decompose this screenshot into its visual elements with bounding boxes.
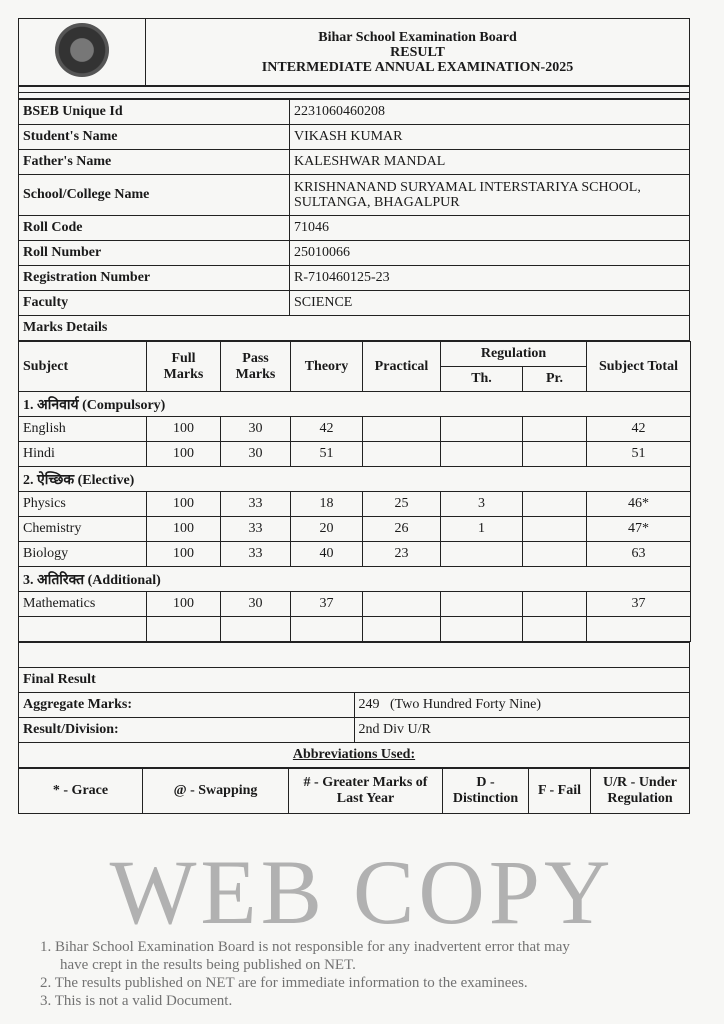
empty-cell [221, 617, 291, 642]
cell-pass: 33 [221, 492, 291, 517]
board-name: Bihar School Examination Board [318, 29, 517, 45]
disclaimer-line: have crept in the results being published on NET. [60, 957, 356, 973]
abbr-greater-marks: # - Greater Marks of Last Year [289, 769, 443, 814]
abbr-grace: * - Grace [19, 769, 143, 814]
cell-full: 100 [147, 592, 221, 617]
cell-total: 63 [587, 542, 691, 567]
info-value: 25010066 [290, 241, 690, 266]
info-label: Roll Number [19, 241, 290, 266]
cell-reg-pr [523, 542, 587, 567]
cell-pass: 33 [221, 517, 291, 542]
disclaimer-line: 3. This is not a valid Document. [40, 993, 233, 1009]
info-value: 71046 [290, 216, 690, 241]
abbreviations-heading: Abbreviations Used: [19, 743, 690, 768]
empty-cell [587, 617, 691, 642]
result-division-label: Result/Division: [19, 718, 355, 743]
info-row [19, 241, 690, 266]
cell-pass: 30 [221, 442, 291, 467]
cell-full: 100 [147, 517, 221, 542]
col-practical: Practical [363, 342, 441, 392]
col-reg-pr: Pr. [523, 367, 587, 392]
cell-reg-th [441, 442, 523, 467]
header-table [18, 18, 690, 86]
info-row [19, 125, 690, 150]
cell-pass: 33 [221, 542, 291, 567]
info-row [19, 150, 690, 175]
result-heading: RESULT [390, 44, 445, 60]
info-row [19, 216, 690, 241]
cell-theory: 40 [291, 542, 363, 567]
info-label: School/College Name [19, 175, 290, 216]
final-result-table [18, 642, 690, 768]
info-label: Registration Number [19, 266, 290, 291]
col-subject: Subject [19, 342, 147, 392]
col-pass-marks: Pass Marks [221, 342, 291, 392]
info-value: 2231060460208 [290, 100, 690, 125]
cell-total: 51 [587, 442, 691, 467]
cell-full: 100 [147, 417, 221, 442]
aggregate-words: (Two Hundred Forty Nine) [390, 697, 542, 712]
col-theory: Theory [291, 342, 363, 392]
marks-table [18, 341, 691, 642]
section-row [19, 392, 691, 417]
web-copy-watermark [20, 841, 704, 1010]
info-label: Father's Name [19, 150, 290, 175]
info-value: KRISHNANAND SURYAMAL INTERSTARIYA SCHOOL, SULTANGA, BHAGALPUR [290, 175, 690, 216]
result-sheet [18, 18, 690, 814]
cell-practical: 23 [363, 542, 441, 567]
cell-practical [363, 592, 441, 617]
cell-reg-pr [523, 517, 587, 542]
col-full-marks: Full Marks [147, 342, 221, 392]
exam-name: INTERMEDIATE ANNUAL EXAMINATION-2025 [261, 59, 574, 75]
subject-row [19, 417, 691, 442]
result-division-value: 2nd Div U/R [354, 718, 690, 743]
info-row [19, 175, 690, 216]
info-value: SCIENCE [290, 291, 690, 316]
info-value: KALESHWAR MANDAL [290, 150, 690, 175]
subject-row [19, 592, 691, 617]
blank-row [19, 643, 690, 668]
cell-total: 47* [587, 517, 691, 542]
info-label: Roll Code [19, 216, 290, 241]
empty-cell [291, 617, 363, 642]
cell-theory: 18 [291, 492, 363, 517]
disclaimer-line: 2. The results published on NET are for immediate information to the examinees. [40, 975, 528, 991]
col-subject-total: Subject Total [587, 342, 691, 392]
cell-subject: Hindi [19, 442, 147, 467]
cell-reg-pr [523, 592, 587, 617]
bseb-logo [19, 19, 146, 86]
cell-total: 46* [587, 492, 691, 517]
section-row [19, 567, 691, 592]
empty-cell [441, 617, 523, 642]
cell-full: 100 [147, 542, 221, 567]
cell-subject: English [19, 417, 147, 442]
col-reg-th: Th. [441, 367, 523, 392]
cell-theory: 20 [291, 517, 363, 542]
info-value: VIKASH KUMAR [290, 125, 690, 150]
aggregate-value [354, 693, 690, 718]
header-title [146, 19, 690, 86]
info-row [19, 291, 690, 316]
disclaimer-line: 1. Bihar School Examination Board is not responsible for any inadvertent error that may [40, 939, 570, 955]
cell-total: 42 [587, 417, 691, 442]
cell-reg-pr [523, 417, 587, 442]
cell-practical: 25 [363, 492, 441, 517]
cell-total: 37 [587, 592, 691, 617]
cell-subject: Mathematics [19, 592, 147, 617]
abbreviations-table [18, 768, 690, 814]
marks-details-label: Marks Details [19, 316, 690, 341]
cell-reg-th: 1 [441, 517, 523, 542]
subject-row [19, 542, 691, 567]
watermark-disclaimer [20, 938, 704, 1010]
abbr-swapping: @ - Swapping [143, 769, 289, 814]
cell-reg-th [441, 542, 523, 567]
info-label: Faculty [19, 291, 290, 316]
aggregate-number: 249 [358, 697, 380, 712]
section-title: 2. ऐच्छिक (Elective) [19, 467, 691, 492]
info-row [19, 100, 690, 125]
subject-row [19, 517, 691, 542]
final-result-heading: Final Result [19, 668, 690, 693]
info-label: Student's Name [19, 125, 290, 150]
info-value: R-710460125-23 [290, 266, 690, 291]
section-row [19, 467, 691, 492]
spacer-cell [19, 93, 690, 99]
bseb-seal-icon [55, 23, 109, 77]
cell-subject: Biology [19, 542, 147, 567]
abbr-under-regulation: U/R - Under Regulation [591, 769, 690, 814]
student-info-table [18, 99, 690, 341]
cell-theory: 37 [291, 592, 363, 617]
cell-full: 100 [147, 492, 221, 517]
cell-reg-th [441, 417, 523, 442]
cell-theory: 42 [291, 417, 363, 442]
cell-reg-th [441, 592, 523, 617]
spacer-rows [18, 86, 690, 99]
info-label: BSEB Unique Id [19, 100, 290, 125]
empty-cell [523, 617, 587, 642]
cell-subject: Physics [19, 492, 147, 517]
abbr-fail: F - Fail [529, 769, 591, 814]
info-row [19, 266, 690, 291]
cell-theory: 51 [291, 442, 363, 467]
cell-subject: Chemistry [19, 517, 147, 542]
empty-cell [147, 617, 221, 642]
empty-cell [19, 617, 147, 642]
subject-row [19, 492, 691, 517]
cell-pass: 30 [221, 592, 291, 617]
aggregate-label: Aggregate Marks: [19, 693, 355, 718]
cell-reg-pr [523, 442, 587, 467]
blank-row [19, 617, 691, 642]
empty-cell [363, 617, 441, 642]
cell-practical: 26 [363, 517, 441, 542]
abbr-distinction: D - Distinction [443, 769, 529, 814]
col-regulation: Regulation [441, 342, 587, 367]
cell-reg-th: 3 [441, 492, 523, 517]
cell-pass: 30 [221, 417, 291, 442]
cell-practical [363, 417, 441, 442]
cell-reg-pr [523, 492, 587, 517]
cell-full: 100 [147, 442, 221, 467]
section-title: 1. अनिवार्य (Compulsory) [19, 392, 691, 417]
section-title: 3. अतिरिक्त (Additional) [19, 567, 691, 592]
subject-row [19, 442, 691, 467]
watermark-web-copy: WEB COPY [109, 841, 615, 943]
cell-practical [363, 442, 441, 467]
